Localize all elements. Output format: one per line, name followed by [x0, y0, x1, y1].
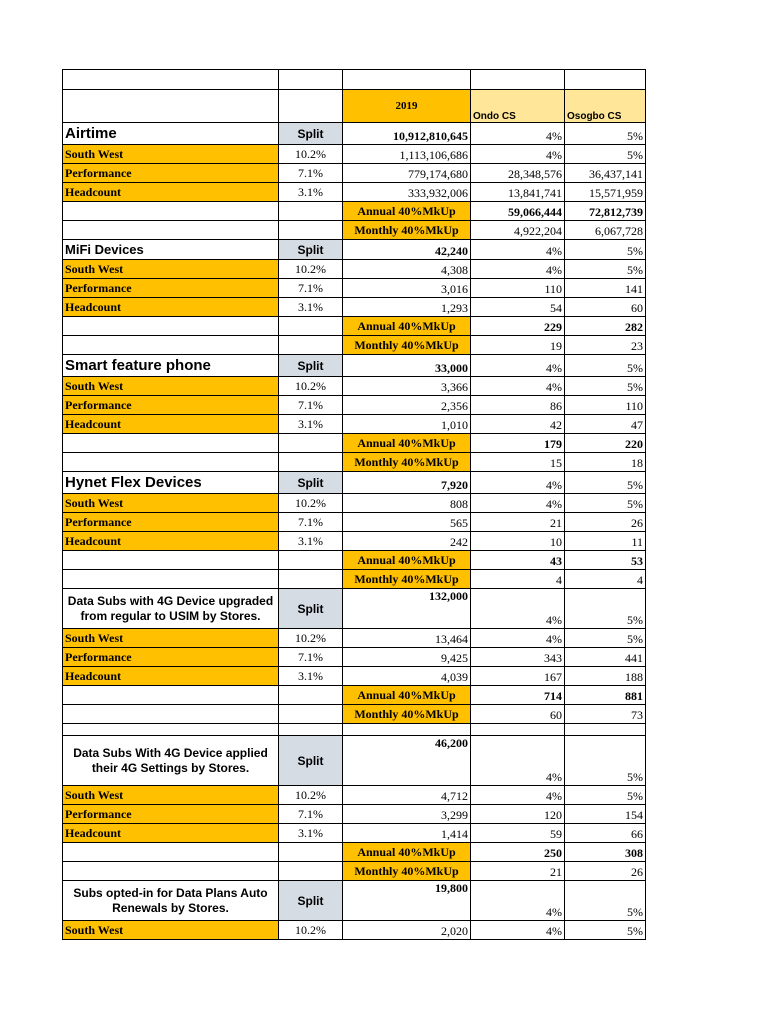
- split-value[interactable]: 10.2%: [279, 260, 343, 279]
- table-row: [63, 629, 646, 648]
- row-label-performance[interactable]: Performance: [63, 513, 279, 532]
- annual-ondo[interactable]: 59,066,444: [471, 202, 565, 221]
- ondo-pct[interactable]: 4%: [471, 240, 565, 260]
- cell[interactable]: [63, 317, 279, 336]
- cell[interactable]: [279, 221, 343, 240]
- split-value[interactable]: 10.2%: [279, 629, 343, 648]
- ondo-value[interactable]: 4%: [471, 786, 565, 805]
- ondo-pct[interactable]: 4%: [471, 355, 565, 377]
- value-cell[interactable]: 2,356: [343, 396, 471, 415]
- osogbo-value[interactable]: 141: [565, 279, 646, 298]
- ondo-value[interactable]: 21: [471, 513, 565, 532]
- annual-osogbo[interactable]: 881: [565, 686, 646, 705]
- split-value[interactable]: 7.1%: [279, 648, 343, 667]
- split-header[interactable]: Split: [279, 736, 343, 786]
- table-row: [63, 824, 646, 843]
- ondo-value[interactable]: 59: [471, 824, 565, 843]
- row-label-headcount[interactable]: Headcount: [63, 824, 279, 843]
- osogbo-value[interactable]: 441: [565, 648, 646, 667]
- cell[interactable]: [279, 724, 343, 736]
- ondo-value[interactable]: 42: [471, 415, 565, 434]
- value-cell[interactable]: 242: [343, 532, 471, 551]
- ondo-value[interactable]: 28,348,576: [471, 164, 565, 183]
- value-cell[interactable]: 1,113,106,686: [343, 145, 471, 164]
- cell[interactable]: [279, 686, 343, 705]
- table-row: [63, 317, 646, 336]
- cell[interactable]: [279, 551, 343, 570]
- cell[interactable]: [63, 336, 279, 355]
- table-row: [63, 724, 646, 736]
- ondo-value[interactable]: 4%: [471, 921, 565, 940]
- ondo-value[interactable]: 4%: [471, 145, 565, 164]
- row-label-headcount[interactable]: Headcount: [63, 298, 279, 317]
- osogbo-value[interactable]: 154: [565, 805, 646, 824]
- table-row: [63, 145, 646, 164]
- monthly-osogbo[interactable]: 4: [565, 570, 646, 589]
- ondo-value[interactable]: 343: [471, 648, 565, 667]
- cell[interactable]: [279, 202, 343, 221]
- row-label-south-west[interactable]: South West: [63, 921, 279, 940]
- split-value[interactable]: 7.1%: [279, 805, 343, 824]
- monthly-label[interactable]: Monthly 40%MkUp: [343, 221, 471, 240]
- cell[interactable]: [343, 724, 471, 736]
- split-value[interactable]: 10.2%: [279, 786, 343, 805]
- value-cell[interactable]: 2,020: [343, 921, 471, 940]
- cell[interactable]: [279, 70, 343, 90]
- table-row: [63, 183, 646, 202]
- cell[interactable]: [279, 843, 343, 862]
- split-value[interactable]: 7.1%: [279, 513, 343, 532]
- cell[interactable]: [63, 843, 279, 862]
- value-cell[interactable]: 4,308: [343, 260, 471, 279]
- row-label-performance[interactable]: Performance: [63, 805, 279, 824]
- cell[interactable]: [279, 317, 343, 336]
- table-row: [63, 513, 646, 532]
- ondo-value[interactable]: 4%: [471, 494, 565, 513]
- table-row: [63, 921, 646, 940]
- table-row: [63, 377, 646, 396]
- ondo-value[interactable]: 86: [471, 396, 565, 415]
- cell[interactable]: [63, 705, 279, 724]
- split-header[interactable]: Split: [279, 123, 343, 145]
- osogbo-value[interactable]: 188: [565, 667, 646, 686]
- value-cell[interactable]: 3,299: [343, 805, 471, 824]
- cell[interactable]: [63, 90, 279, 123]
- osogbo-value[interactable]: 5%: [565, 494, 646, 513]
- table-row: [63, 298, 646, 317]
- osogbo-pct[interactable]: 5%: [565, 123, 646, 145]
- cell[interactable]: [343, 70, 471, 90]
- cell[interactable]: [63, 221, 279, 240]
- annual-ondo[interactable]: 250: [471, 843, 565, 862]
- cell[interactable]: [279, 90, 343, 123]
- table-row: [63, 434, 646, 453]
- cell[interactable]: [565, 724, 646, 736]
- table-row: [63, 164, 646, 183]
- split-header[interactable]: Split: [279, 881, 343, 921]
- value-cell[interactable]: 1,293: [343, 298, 471, 317]
- monthly-osogbo[interactable]: 18: [565, 453, 646, 472]
- split-value[interactable]: 3.1%: [279, 667, 343, 686]
- monthly-ondo[interactable]: 60: [471, 705, 565, 724]
- osogbo-value[interactable]: 110: [565, 396, 646, 415]
- value-cell[interactable]: 9,425: [343, 648, 471, 667]
- table-row: [63, 494, 646, 513]
- split-value[interactable]: 3.1%: [279, 415, 343, 434]
- table-row: [63, 453, 646, 472]
- ondo-value[interactable]: 4%: [471, 260, 565, 279]
- cell[interactable]: [565, 70, 646, 90]
- osogbo-value[interactable]: 5%: [565, 145, 646, 164]
- table-row: [63, 805, 646, 824]
- value-cell[interactable]: 3,016: [343, 279, 471, 298]
- row-label-performance[interactable]: Performance: [63, 396, 279, 415]
- cell[interactable]: [63, 570, 279, 589]
- split-value[interactable]: 3.1%: [279, 824, 343, 843]
- osogbo-value[interactable]: 5%: [565, 260, 646, 279]
- osogbo-pct[interactable]: 5%: [565, 472, 646, 494]
- split-value[interactable]: 3.1%: [279, 298, 343, 317]
- ondo-value[interactable]: 10: [471, 532, 565, 551]
- annual-ondo[interactable]: 43: [471, 551, 565, 570]
- annual-osogbo[interactable]: 72,812,739: [565, 202, 646, 221]
- monthly-osogbo[interactable]: 73: [565, 705, 646, 724]
- value-cell[interactable]: 333,932,006: [343, 183, 471, 202]
- cell[interactable]: [63, 453, 279, 472]
- annual-label[interactable]: Annual 40%MkUp: [343, 434, 471, 453]
- ondo-value[interactable]: 167: [471, 667, 565, 686]
- osogbo-value[interactable]: 5%: [565, 377, 646, 396]
- osogbo-value[interactable]: 26: [565, 513, 646, 532]
- cell[interactable]: [63, 70, 279, 90]
- split-value[interactable]: 3.1%: [279, 183, 343, 202]
- cell[interactable]: [63, 724, 279, 736]
- ondo-value[interactable]: 120: [471, 805, 565, 824]
- section-title[interactable]: Smart feature phone: [63, 355, 279, 377]
- cell[interactable]: [63, 686, 279, 705]
- table-row: [63, 881, 646, 921]
- split-header[interactable]: Split: [279, 472, 343, 494]
- annual-ondo[interactable]: 179: [471, 434, 565, 453]
- table-row: [63, 648, 646, 667]
- ondo-pct[interactable]: 4%: [471, 589, 565, 629]
- annual-osogbo[interactable]: 282: [565, 317, 646, 336]
- table-row: [63, 202, 646, 221]
- annual-label[interactable]: Annual 40%MkUp: [343, 551, 471, 570]
- value-cell[interactable]: 808: [343, 494, 471, 513]
- table-row: [63, 123, 646, 145]
- annual-osogbo[interactable]: 53: [565, 551, 646, 570]
- monthly-ondo[interactable]: 4,922,204: [471, 221, 565, 240]
- row-label-headcount[interactable]: Headcount: [63, 183, 279, 202]
- monthly-osogbo[interactable]: 26: [565, 862, 646, 881]
- section-title[interactable]: Airtime: [63, 123, 279, 145]
- table-row: [63, 570, 646, 589]
- section-total[interactable]: 132,000: [343, 589, 471, 629]
- value-cell[interactable]: 3,366: [343, 377, 471, 396]
- section-total[interactable]: 42,240: [343, 240, 471, 260]
- header-row: [63, 90, 646, 123]
- monthly-ondo[interactable]: 19: [471, 336, 565, 355]
- row-label-south-west[interactable]: South West: [63, 786, 279, 805]
- ondo-pct[interactable]: 4%: [471, 881, 565, 921]
- split-value[interactable]: 10.2%: [279, 377, 343, 396]
- cell[interactable]: [279, 434, 343, 453]
- table-row: [63, 667, 646, 686]
- section-total[interactable]: 19,800: [343, 881, 471, 921]
- ondo-pct[interactable]: 4%: [471, 736, 565, 786]
- cell[interactable]: [471, 724, 565, 736]
- split-value[interactable]: 7.1%: [279, 396, 343, 415]
- table-row: [63, 221, 646, 240]
- ondo-pct[interactable]: 4%: [471, 123, 565, 145]
- row-label-south-west[interactable]: South West: [63, 629, 279, 648]
- row-label-south-west[interactable]: South West: [63, 494, 279, 513]
- ondo-header[interactable]: Ondo CS: [471, 90, 565, 123]
- value-cell[interactable]: 1,010: [343, 415, 471, 434]
- annual-ondo[interactable]: 229: [471, 317, 565, 336]
- ondo-value[interactable]: 4%: [471, 377, 565, 396]
- section-total[interactable]: 10,912,810,645: [343, 123, 471, 145]
- monthly-label[interactable]: Monthly 40%MkUp: [343, 453, 471, 472]
- osogbo-pct[interactable]: 5%: [565, 240, 646, 260]
- row-label-south-west[interactable]: South West: [63, 260, 279, 279]
- table-row: [63, 472, 646, 494]
- annual-ondo[interactable]: 714: [471, 686, 565, 705]
- section-total[interactable]: 46,200: [343, 736, 471, 786]
- cell[interactable]: [279, 336, 343, 355]
- section-title[interactable]: MiFi Devices: [63, 240, 279, 260]
- split-header[interactable]: Split: [279, 589, 343, 629]
- table-row: [63, 532, 646, 551]
- section-title[interactable]: Data Subs With 4G Device applied their 4G Settings by Stores.: [63, 736, 279, 786]
- split-value[interactable]: 10.2%: [279, 494, 343, 513]
- monthly-ondo[interactable]: 4: [471, 570, 565, 589]
- ondo-value[interactable]: 4%: [471, 629, 565, 648]
- ondo-value[interactable]: 110: [471, 279, 565, 298]
- table-row: [63, 70, 646, 90]
- osogbo-pct[interactable]: 5%: [565, 355, 646, 377]
- table-row: [63, 551, 646, 570]
- monthly-ondo[interactable]: 21: [471, 862, 565, 881]
- monthly-osogbo[interactable]: 23: [565, 336, 646, 355]
- split-value[interactable]: 10.2%: [279, 145, 343, 164]
- annual-osogbo[interactable]: 308: [565, 843, 646, 862]
- table-row: [63, 396, 646, 415]
- split-header[interactable]: Split: [279, 240, 343, 260]
- cell[interactable]: [279, 570, 343, 589]
- table-row: [63, 786, 646, 805]
- value-cell[interactable]: 565: [343, 513, 471, 532]
- cell[interactable]: [63, 551, 279, 570]
- section-title[interactable]: Data Subs with 4G Device upgraded from regular to USIM by Stores.: [63, 589, 279, 629]
- table-row: [63, 589, 646, 629]
- value-cell[interactable]: 1,414: [343, 824, 471, 843]
- value-cell[interactable]: 779,174,680: [343, 164, 471, 183]
- section-total[interactable]: 7,920: [343, 472, 471, 494]
- table-row: [63, 336, 646, 355]
- ondo-value[interactable]: 13,841,741: [471, 183, 565, 202]
- ondo-pct[interactable]: 4%: [471, 472, 565, 494]
- cell[interactable]: [63, 862, 279, 881]
- cell[interactable]: [63, 202, 279, 221]
- osogbo-value[interactable]: 47: [565, 415, 646, 434]
- osogbo-value[interactable]: 36,437,141: [565, 164, 646, 183]
- table-row: [63, 240, 646, 260]
- osogbo-value[interactable]: 5%: [565, 629, 646, 648]
- osogbo-value[interactable]: 15,571,959: [565, 183, 646, 202]
- value-cell[interactable]: 13,464: [343, 629, 471, 648]
- split-header[interactable]: Split: [279, 355, 343, 377]
- table-row: [63, 736, 646, 786]
- cell[interactable]: [63, 434, 279, 453]
- cell[interactable]: [279, 705, 343, 724]
- annual-label[interactable]: Annual 40%MkUp: [343, 686, 471, 705]
- value-cell[interactable]: 4,039: [343, 667, 471, 686]
- ondo-value[interactable]: 54: [471, 298, 565, 317]
- row-label-headcount[interactable]: Headcount: [63, 532, 279, 551]
- annual-label[interactable]: Annual 40%MkUp: [343, 202, 471, 221]
- row-label-performance[interactable]: Performance: [63, 648, 279, 667]
- section-title[interactable]: Hynet Flex Devices: [63, 472, 279, 494]
- split-value[interactable]: 10.2%: [279, 921, 343, 940]
- monthly-label[interactable]: Monthly 40%MkUp: [343, 862, 471, 881]
- monthly-label[interactable]: Monthly 40%MkUp: [343, 336, 471, 355]
- monthly-label[interactable]: Monthly 40%MkUp: [343, 570, 471, 589]
- cell[interactable]: [471, 70, 565, 90]
- table-row: [63, 279, 646, 298]
- year-header[interactable]: 2019: [343, 90, 471, 123]
- osogbo-header[interactable]: Osogbo CS: [565, 90, 646, 123]
- osogbo-pct[interactable]: 5%: [565, 736, 646, 786]
- row-label-headcount[interactable]: Headcount: [63, 415, 279, 434]
- annual-label[interactable]: Annual 40%MkUp: [343, 843, 471, 862]
- annual-osogbo[interactable]: 220: [565, 434, 646, 453]
- value-cell[interactable]: 4,712: [343, 786, 471, 805]
- split-value[interactable]: 3.1%: [279, 532, 343, 551]
- cell[interactable]: [279, 453, 343, 472]
- osogbo-value[interactable]: 5%: [565, 921, 646, 940]
- table-row: [63, 862, 646, 881]
- table-row: [63, 260, 646, 279]
- spreadsheet-table: [62, 69, 646, 940]
- table-row: [63, 705, 646, 724]
- monthly-osogbo[interactable]: 6,067,728: [565, 221, 646, 240]
- row-label-south-west[interactable]: South West: [63, 145, 279, 164]
- section-total[interactable]: 33,000: [343, 355, 471, 377]
- row-label-south-west[interactable]: South West: [63, 377, 279, 396]
- osogbo-value[interactable]: 11: [565, 532, 646, 551]
- monthly-label[interactable]: Monthly 40%MkUp: [343, 705, 471, 724]
- split-value[interactable]: 7.1%: [279, 164, 343, 183]
- osogbo-value[interactable]: 60: [565, 298, 646, 317]
- osogbo-value[interactable]: 5%: [565, 786, 646, 805]
- table-row: [63, 355, 646, 377]
- cell[interactable]: [279, 862, 343, 881]
- section-title[interactable]: Subs opted-in for Data Plans Auto Renewals by Stores.: [63, 881, 279, 921]
- annual-label[interactable]: Annual 40%MkUp: [343, 317, 471, 336]
- row-label-performance[interactable]: Performance: [63, 279, 279, 298]
- osogbo-pct[interactable]: 5%: [565, 589, 646, 629]
- row-label-headcount[interactable]: Headcount: [63, 667, 279, 686]
- split-value[interactable]: 7.1%: [279, 279, 343, 298]
- table-row: [63, 686, 646, 705]
- monthly-ondo[interactable]: 15: [471, 453, 565, 472]
- row-label-performance[interactable]: Performance: [63, 164, 279, 183]
- table-row: [63, 843, 646, 862]
- table-row: [63, 415, 646, 434]
- osogbo-value[interactable]: 66: [565, 824, 646, 843]
- osogbo-pct[interactable]: 5%: [565, 881, 646, 921]
